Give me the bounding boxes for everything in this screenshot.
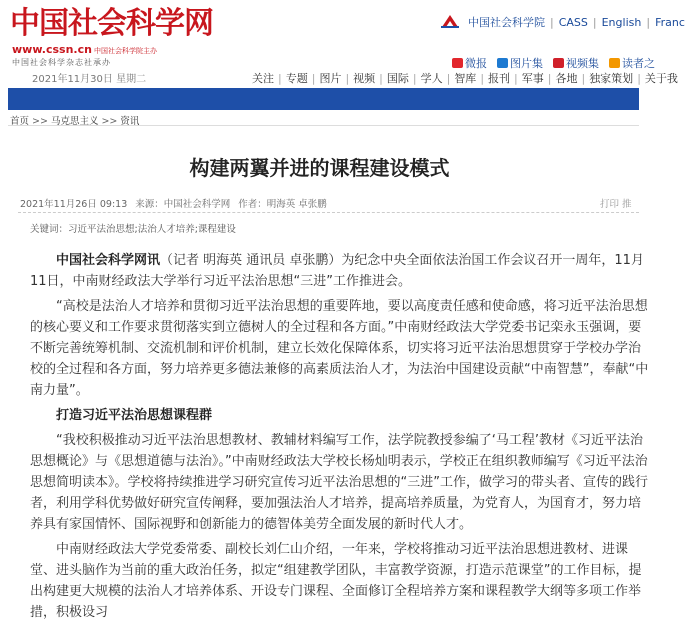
toplink-cass[interactable]: CASS	[558, 16, 588, 29]
social-links	[452, 55, 665, 71]
weibo-icon	[452, 58, 463, 68]
nav-item-periodicals[interactable]: 报刊	[488, 72, 511, 85]
breadcrumb-sep: >>	[32, 116, 48, 127]
nav-item-focus[interactable]: 关注	[252, 72, 274, 85]
social-pictures-label: 图片集	[510, 57, 543, 70]
nav-sep: |	[547, 72, 552, 85]
article-paragraph: “我校积极推动习近平法治思想教材、教辅材料编写工作，法学院教授参编了‘马工程’教材《习近平法治思想概论》与《思想道德与法治》。”中南财经政法大学校长杨灿明表示，学校正在组织教师编写《习近平法治思想简明读本》。学校将持续推进学习研究宣传习近平法治思想的“三进”工作，做学习的带头者、宣传的践行者，利用学科优势做好研究宣传阐释，要加强法治人才培养，提高培养质量，为党育人，为国育才，努力培养具有家国情怀、国际视野和创新能力的德智体美劳全面发展的新时代人才。	[30, 433, 648, 532]
nav-item-about[interactable]: 关于我	[644, 72, 678, 85]
toplink-sep: |	[550, 16, 554, 29]
article-author: 作者：明海英 卓张鹏	[238, 199, 327, 210]
current-date: 2021年11月30日 星期二	[32, 74, 147, 85]
social-weibo[interactable]	[452, 57, 487, 70]
nav-sep: |	[412, 72, 417, 85]
nav-bar	[8, 88, 639, 110]
nav-sep: |	[446, 72, 451, 85]
divider	[18, 212, 639, 213]
nav-item-scholars[interactable]: 学人	[420, 72, 443, 85]
nav-sep: |	[311, 72, 316, 85]
article-keywords: 关键词：习近平法治思想;法治人才培养;课程建设	[30, 224, 236, 235]
social-videos-label: 视频集	[566, 57, 599, 70]
cass-logo-icon[interactable]	[440, 13, 460, 29]
video-icon	[553, 58, 564, 68]
breadcrumb-news[interactable]: 资讯	[120, 116, 140, 127]
toplink-sep: |	[646, 16, 651, 29]
breadcrumb-home[interactable]: 首页	[10, 116, 30, 127]
nav-sep: |	[379, 72, 383, 85]
site-url	[12, 43, 157, 56]
reader-icon	[609, 58, 620, 68]
social-pictures[interactable]	[497, 57, 543, 70]
nav-item-regions[interactable]: 各地	[555, 72, 578, 85]
site-header	[0, 0, 685, 88]
nav-item-videos[interactable]: 视频	[353, 72, 376, 85]
print-button[interactable]: 打印 推	[600, 199, 632, 210]
site-logo[interactable]: 中国社会科学网	[10, 6, 213, 41]
article-title: 构建两翼并进的课程建设模式	[189, 156, 450, 180]
lead-text: （记者 明海英 通讯员 卓张鹏）为纪念中央全面依法治国工作会议召开一周年，11月11日，中南财经政法大学举行习近平法治思想“三进”工作推进会。	[30, 253, 644, 289]
site-press: 中国社会科学杂志社承办	[12, 58, 111, 67]
nav-sep: |	[637, 72, 641, 85]
nav-item-topics[interactable]: 专题	[285, 72, 308, 85]
toplink-sep: |	[592, 16, 597, 29]
breadcrumb-sep: >>	[101, 116, 118, 127]
article-paragraph: “高校是法治人才培养和贯彻习近平法治思想的重要阵地，要以高度责任感和使命感，将习近平法治思想的核心要义和工作要求贯彻落实到立德树人的全过程和各方面。”中南财经政法大学党委书记栾永玉强调，要不断完善统筹机制、交流机制和评价机制，建立长效化保障体系，切实将习近平法治思想贯穿于学校办学治校的全过程和各方面，努力培养更多德法兼修的高素质法治人才，为法治中国建设贡献“中南智慧”，奉献“中南力量”。	[30, 299, 649, 398]
article-subhead: 打造习近平法治思想课程群	[56, 408, 213, 423]
nav-sep: |	[345, 72, 350, 85]
article-paragraph: 中南财经政法大学党委常委、副校长刘仁山介绍，一年来，学校将推动习近平法治思想进教材、进课堂、进头脑作为当前的重大政治任务，拟定“组建教学团队，丰富教学资源，打造示范课堂”的工作目标，提出构建更大规模的法治人才培养体系、开设专门课程、全面修订全程培养方案和课程教学大纲等多项工作举措，积极设习	[30, 542, 642, 620]
social-readers[interactable]	[609, 57, 655, 70]
article-datetime: 2021年11月26日 09:13	[20, 199, 128, 210]
article-paragraph	[30, 250, 650, 292]
top-links	[468, 14, 685, 30]
lead-source: 中国社会科学网讯	[56, 253, 161, 268]
nav-sep: |	[581, 72, 586, 85]
nav-item-thinktank[interactable]: 智库	[454, 72, 477, 85]
social-videos[interactable]	[553, 57, 599, 70]
article-source: 来源：中国社会科学网	[135, 199, 231, 210]
divider	[8, 125, 639, 126]
site-url-text: www.cssn.cn	[12, 43, 92, 56]
nav-item-exclusive[interactable]: 独家策划	[589, 72, 634, 85]
breadcrumb-marxism[interactable]: 马克思主义	[50, 116, 99, 127]
article-body	[30, 250, 650, 627]
nav-sep: |	[514, 72, 518, 85]
picture-icon	[497, 58, 508, 68]
toplink-cass-cn[interactable]: 中国社会科学院	[468, 16, 545, 29]
nav-item-international[interactable]: 国际	[386, 72, 409, 85]
article-meta	[20, 196, 335, 210]
toplink-french[interactable]: Franc	[655, 16, 685, 29]
social-readers-label: 读者之	[622, 57, 655, 70]
main-nav	[252, 70, 678, 86]
nav-item-military[interactable]: 军事	[521, 72, 544, 85]
toplink-english[interactable]: English	[601, 16, 642, 29]
nav-item-pictures[interactable]: 图片	[319, 72, 342, 85]
nav-sep: |	[278, 72, 282, 85]
social-weibo-label: 微报	[465, 57, 487, 70]
nav-sep: |	[480, 72, 485, 85]
site-sponsor: 中国社会科学院主办	[93, 47, 157, 55]
